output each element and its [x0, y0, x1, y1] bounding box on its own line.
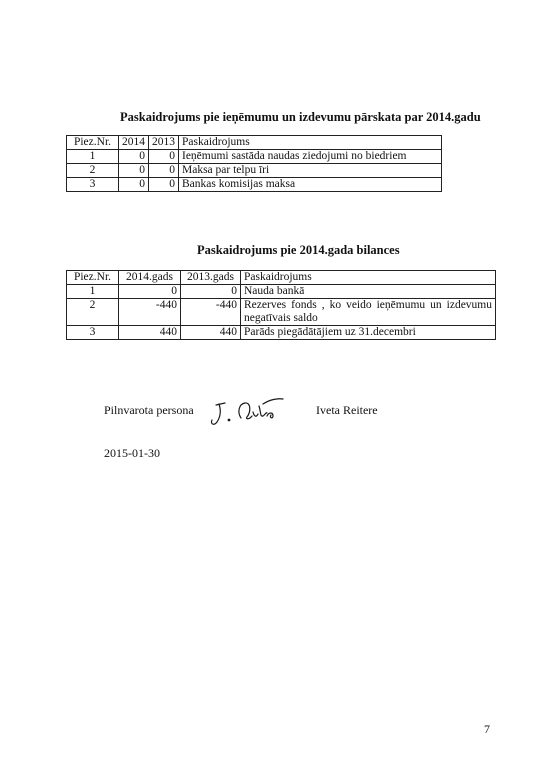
explanation-cell: Bankas komisijas maksa [179, 178, 442, 192]
explanation-cell: Nauda bankā [241, 285, 496, 299]
header-note-number: Piez.Nr. [67, 271, 119, 285]
balance-note-table [66, 270, 496, 340]
table-header-row [67, 271, 496, 285]
explanation-cell: Maksa par telpu īri [179, 164, 442, 178]
table-row [67, 150, 442, 164]
explanation-cell: Rezerves fonds , ko veido ieņēmumu un izdevumu negatīvais saldo [241, 299, 496, 326]
value-2013-cell: -440 [181, 299, 241, 326]
value-2013-cell: 0 [149, 178, 179, 192]
value-2014-cell: 0 [119, 150, 149, 164]
handwritten-signature [205, 392, 285, 430]
value-2014-cell: 0 [119, 178, 149, 192]
header-explanation: Paskaidrojums [179, 136, 442, 150]
value-2014-cell: 0 [119, 285, 181, 299]
value-2013-cell: 0 [149, 150, 179, 164]
header-year-2014: 2014 [119, 136, 149, 150]
document-date: 2015-01-30 [104, 446, 160, 460]
authorized-person-name: Iveta Reitere [316, 403, 378, 417]
value-2014-cell: 440 [119, 326, 181, 340]
income-expense-note-title: Paskaidrojums pie ieņēmumu un izdevumu pārskata par 2014.gadu [120, 110, 481, 124]
note-number-cell: 1 [67, 150, 119, 164]
header-year-2013: 2013.gads [181, 271, 241, 285]
value-2014-cell: 0 [119, 164, 149, 178]
note-number-cell: 1 [67, 285, 119, 299]
header-year-2013: 2013 [149, 136, 179, 150]
header-year-2014: 2014.gads [119, 271, 181, 285]
table-row [67, 164, 442, 178]
note-number-cell: 2 [67, 164, 119, 178]
income-expense-note-table [66, 135, 442, 192]
note-number-cell: 2 [67, 299, 119, 326]
note-number-cell: 3 [67, 326, 119, 340]
balance-note-title: Paskaidrojums pie 2014.gada bilances [197, 243, 400, 257]
table-header-row [67, 136, 442, 150]
value-2013-cell: 0 [149, 164, 179, 178]
table-row [67, 285, 496, 299]
value-2013-cell: 0 [181, 285, 241, 299]
note-number-cell: 3 [67, 178, 119, 192]
header-note-number: Piez.Nr. [67, 136, 119, 150]
table-row [67, 178, 442, 192]
table-row [67, 326, 496, 340]
explanation-cell: Parāds piegādātājiem uz 31.decembri [241, 326, 496, 340]
page-number: 7 [484, 722, 490, 736]
authorized-person-label: Pilnvarota persona [104, 403, 194, 417]
table-row [67, 299, 496, 326]
value-2013-cell: 440 [181, 326, 241, 340]
header-explanation: Paskaidrojums [241, 271, 496, 285]
explanation-cell: Ieņēmumi sastāda naudas ziedojumi no biedriem [179, 150, 442, 164]
value-2014-cell: -440 [119, 299, 181, 326]
